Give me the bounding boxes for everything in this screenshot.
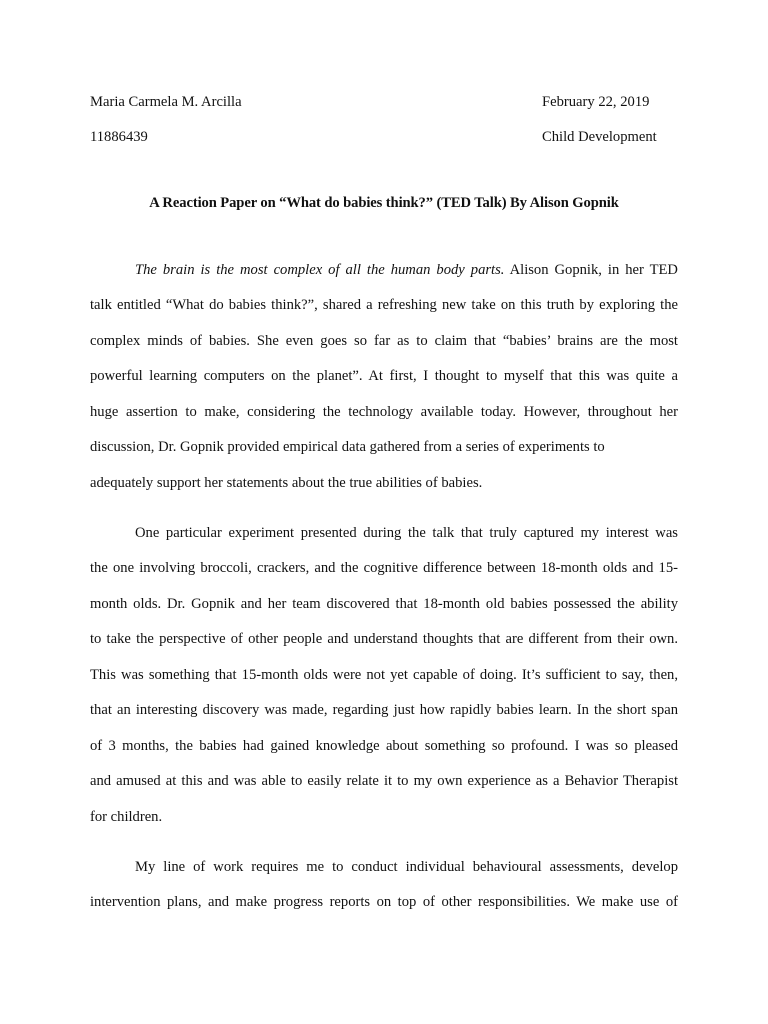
paragraph-2-line: for children. [90, 809, 163, 825]
author-name: Maria Carmela M. Arcilla [90, 94, 242, 110]
lead-sentence-rest: Alison Gopnik, in her TED [504, 262, 678, 278]
date: February 22, 2019 [542, 94, 650, 110]
italic-lead-sentence: The brain is the most complex of all the human body parts. [135, 262, 505, 278]
paragraph-2-line: and amused at this and was able to easily relate it to my own experience as a Behavior Therapist [90, 773, 678, 789]
student-id: 11886439 [90, 129, 148, 145]
paragraph-1-line: discussion, Dr. Gopnik provided empirical data gathered from a series of experiments to [90, 439, 605, 455]
paragraph-2-line: that an interesting discovery was made, regarding just how rapidly babies learn. In the short span [90, 702, 678, 718]
paragraph-1-line: adequately support her statements about the true abilities of babies. [90, 475, 483, 491]
course-name: Child Development [542, 129, 657, 145]
paragraph-1-line: huge assertion to make, considering the technology available today. However, throughout her [90, 404, 678, 420]
paragraph-2-line-1: One particular experiment presented during the talk that truly captured my interest was [135, 525, 678, 541]
paragraph-1-line: talk entitled “What do babies think?”, shared a refreshing new take on this truth by exploring the [90, 297, 678, 313]
paragraph-2-line: month olds. Dr. Gopnik and her team discovered that 18-month old babies possessed the ability [90, 596, 678, 612]
paragraph-3-line: intervention plans, and make progress reports on top of other responsibilities. We make use of [90, 894, 678, 910]
paper-title: A Reaction Paper on “What do babies think?” (TED Talk) By Alison Gopnik [149, 195, 619, 211]
paragraph-1-line: powerful learning computers on the planet”. At first, I thought to myself that this was quite a [90, 368, 678, 384]
paragraph-1-line: complex minds of babies. She even goes so far as to claim that “babies’ brains are the most [90, 333, 678, 349]
paragraph-1-line-1 [135, 261, 678, 279]
paragraph-3-line-1: My line of work requires me to conduct individual behavioural assessments, develop [135, 859, 678, 875]
paragraph-2-line: This was something that 15-month olds were not yet capable of doing. It’s sufficient to say, then, [90, 667, 678, 683]
paragraph-2-line: the one involving broccoli, crackers, and the cognitive difference between 18-month olds and 15- [90, 560, 678, 576]
paragraph-2-line: of 3 months, the babies had gained knowledge about something so profound. I was so pleased [90, 738, 678, 754]
paragraph-2-line: to take the perspective of other people and understand thoughts that are different from their own. [90, 631, 678, 647]
